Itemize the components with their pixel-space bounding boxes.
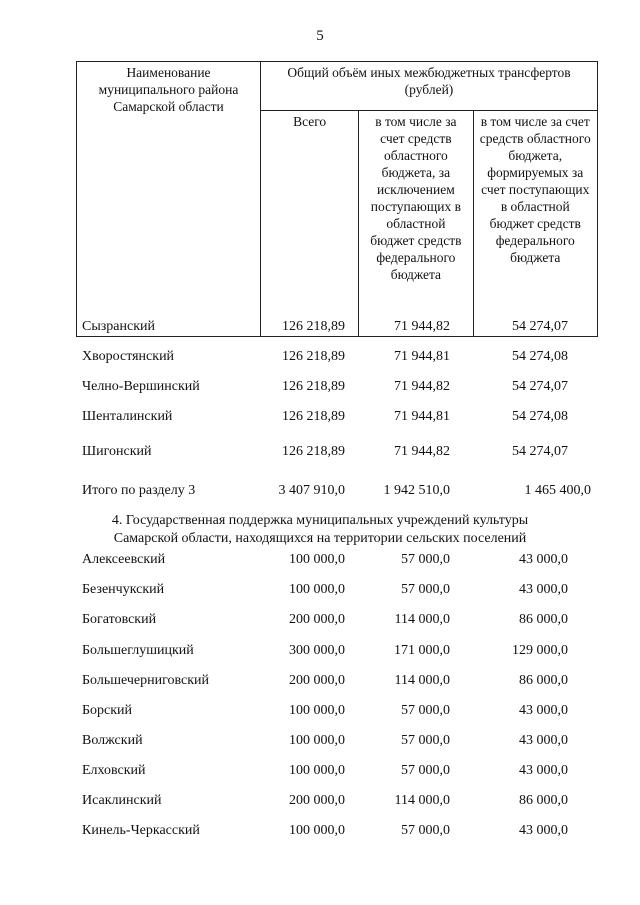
regional-value: 71 944,82 <box>394 319 450 334</box>
total-value: 100 000,0 <box>289 733 345 748</box>
district-name: Алексеевский <box>82 552 166 567</box>
table-row <box>0 791 640 811</box>
table-row <box>0 821 640 841</box>
total-value: 100 000,0 <box>289 763 345 778</box>
table-row <box>0 731 640 751</box>
total-value: 200 000,0 <box>289 673 345 688</box>
header-name-column: Наименование муниципального района Самарской области <box>77 62 261 337</box>
section-title-line: Самарской области, находящихся на территории сельских поселений <box>113 531 527 546</box>
table-row <box>0 610 640 630</box>
total-value: 126 218,89 <box>282 409 345 424</box>
district-name: Шигонский <box>82 444 152 459</box>
table-row <box>0 347 640 367</box>
district-name: Челно-Вершинский <box>82 379 200 394</box>
federal-value: 129 000,0 <box>512 643 568 658</box>
header-regional-column: в том числе за счет средств областного бюджета, за исключением поступающих в областной бюджет средств федерального бюджета <box>359 111 473 337</box>
regional-value: 71 944,82 <box>394 444 450 459</box>
district-name: Большеглушицкий <box>82 643 194 658</box>
regional-value: 171 000,0 <box>394 643 450 658</box>
federal-value: 86 000,0 <box>519 793 568 808</box>
total-value: 126 218,89 <box>282 444 345 459</box>
district-name: Исаклинский <box>82 793 162 808</box>
total-value: 100 000,0 <box>289 703 345 718</box>
federal-value: 43 000,0 <box>519 552 568 567</box>
district-name: Елховский <box>82 763 146 778</box>
total-value: 126 218,89 <box>282 319 345 334</box>
district-name: Шенталинский <box>82 409 173 424</box>
federal-value: 54 274,07 <box>512 379 568 394</box>
regional-value: 114 000,0 <box>394 612 450 627</box>
federal-value: 43 000,0 <box>519 763 568 778</box>
regional-value: 71 944,82 <box>394 379 450 394</box>
district-name: Богатовский <box>82 612 157 627</box>
regional-value: 1 942 510,0 <box>383 483 450 498</box>
federal-value: 43 000,0 <box>519 733 568 748</box>
federal-value: 54 274,08 <box>512 409 568 424</box>
total-value: 126 218,89 <box>282 379 345 394</box>
table-row <box>0 377 640 397</box>
header-transfers-group: Общий объём иных межбюджетных трансфертов (рублей) <box>260 62 597 111</box>
regional-value: 57 000,0 <box>401 552 450 567</box>
regional-value: 57 000,0 <box>401 582 450 597</box>
header-total-column: Всего <box>260 111 358 337</box>
total-value: 100 000,0 <box>289 582 345 597</box>
section-total-label: Итого по разделу 3 <box>82 483 196 498</box>
federal-value: 43 000,0 <box>519 823 568 838</box>
district-name: Борский <box>82 703 133 718</box>
total-value: 3 407 910,0 <box>278 483 345 498</box>
regional-value: 114 000,0 <box>394 793 450 808</box>
federal-value: 54 274,07 <box>512 444 568 459</box>
table-row <box>0 671 640 691</box>
table-row <box>0 641 640 661</box>
federal-value: 43 000,0 <box>519 703 568 718</box>
federal-value: 54 274,08 <box>512 349 568 364</box>
section-title <box>0 512 640 548</box>
regional-value: 71 944,81 <box>394 349 450 364</box>
page-number: 5 <box>316 28 324 44</box>
table-row <box>0 407 640 427</box>
federal-value: 1 465 400,0 <box>524 483 591 498</box>
district-name: Волжский <box>82 733 143 748</box>
district-name: Хворостянский <box>82 349 175 364</box>
table-row <box>0 317 640 337</box>
table-row <box>0 701 640 721</box>
table-header <box>76 61 598 337</box>
regional-value: 57 000,0 <box>401 703 450 718</box>
district-name: Большечерниговский <box>82 673 210 688</box>
district-name: Кинель-Черкасский <box>82 823 200 838</box>
total-value: 200 000,0 <box>289 793 345 808</box>
regional-value: 57 000,0 <box>401 823 450 838</box>
regional-value: 57 000,0 <box>401 733 450 748</box>
district-name: Сызранский <box>82 319 155 334</box>
section-title-line: 4. Государственная поддержка муниципальных учреждений культуры <box>111 513 529 528</box>
total-value: 100 000,0 <box>289 823 345 838</box>
header-federal-column: в том числе за счет средств областного бюджета, формируемых за счет поступающих в областной бюджет средств федерального бюджета <box>473 111 598 337</box>
federal-value: 86 000,0 <box>519 673 568 688</box>
table-row <box>0 442 640 462</box>
federal-value: 43 000,0 <box>519 582 568 597</box>
regional-value: 114 000,0 <box>394 673 450 688</box>
district-name: Безенчукский <box>82 582 165 597</box>
total-value: 126 218,89 <box>282 349 345 364</box>
federal-value: 86 000,0 <box>519 612 568 627</box>
regional-value: 71 944,81 <box>394 409 450 424</box>
federal-value: 54 274,07 <box>512 319 568 334</box>
section-total-row <box>0 481 640 501</box>
table-row <box>0 580 640 600</box>
regional-value: 57 000,0 <box>401 763 450 778</box>
table-row <box>0 550 640 570</box>
table-row <box>0 761 640 781</box>
total-value: 200 000,0 <box>289 612 345 627</box>
total-value: 300 000,0 <box>289 643 345 658</box>
total-value: 100 000,0 <box>289 552 345 567</box>
